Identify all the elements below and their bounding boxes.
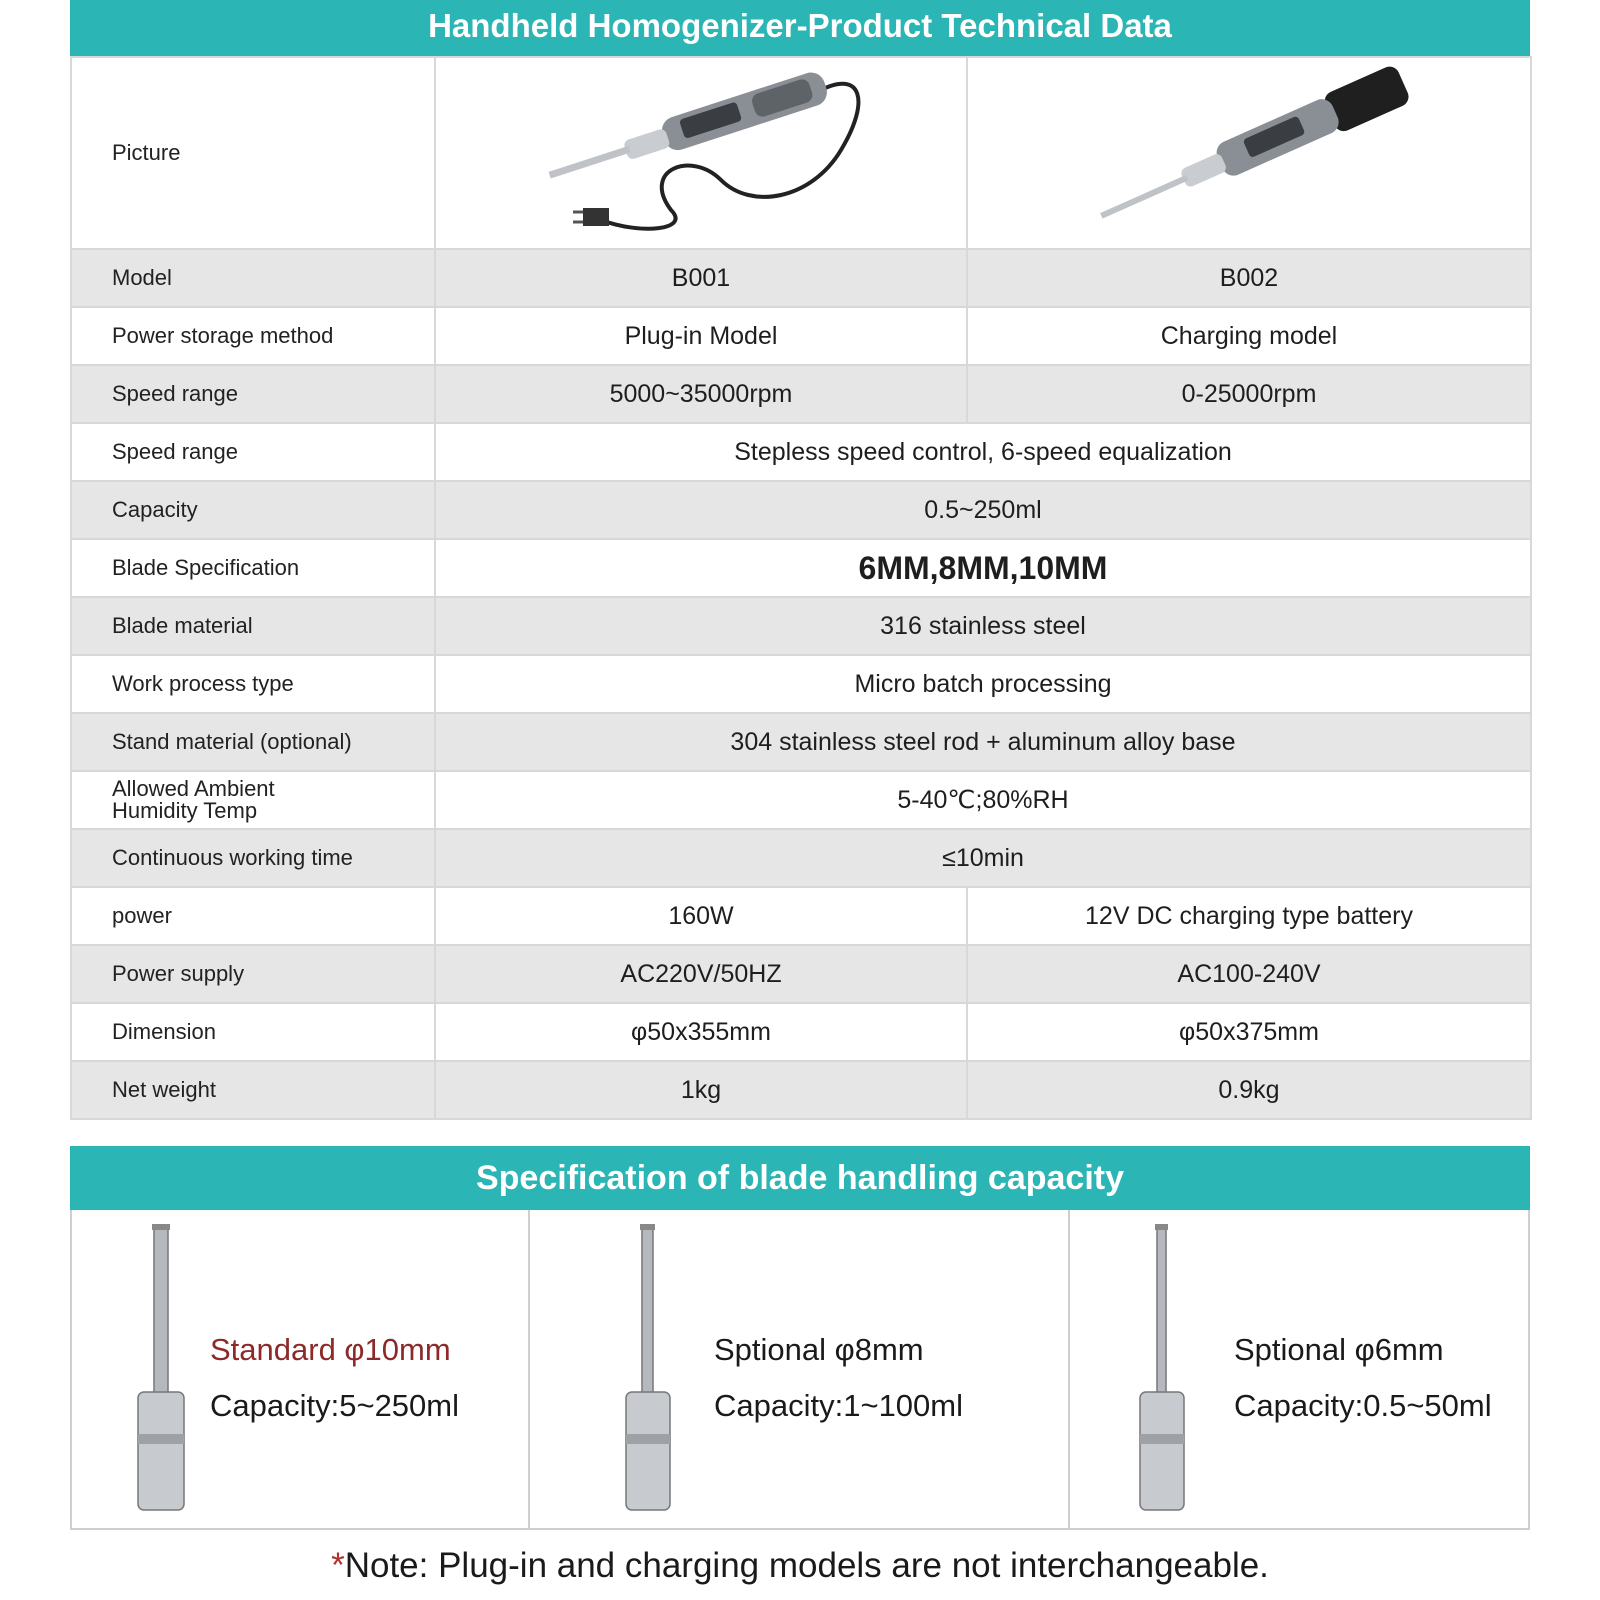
blade-6mm-capacity: Capacity:0.5~50ml <box>1234 1388 1492 1423</box>
table-row <box>71 655 1531 713</box>
b002-value: B002 <box>967 249 1531 307</box>
row-label: Dimension <box>71 1003 435 1061</box>
table-row <box>71 829 1531 887</box>
table-row <box>71 539 1531 597</box>
row-label: Stand material (optional) <box>71 713 435 771</box>
table-row <box>71 713 1531 771</box>
row-label: Continuous working time <box>71 829 435 887</box>
row-label <box>71 771 435 829</box>
b001-picture <box>435 57 967 249</box>
row-label: Power supply <box>71 945 435 1003</box>
row-label-line1: Allowed Ambient <box>112 776 275 801</box>
blade-10mm-text <box>210 1322 459 1434</box>
b001-value: B001 <box>435 249 967 307</box>
blade-10mm-name: Standard φ10mm <box>210 1332 451 1367</box>
blade-6mm-text <box>1234 1322 1492 1434</box>
note-text: Note: Plug-in and charging models are not interchangeable. <box>344 1546 1269 1585</box>
table-row <box>71 423 1531 481</box>
spec-table-title: Handheld Homogenizer-Product Technical Data <box>70 0 1530 56</box>
b001-value: 160W <box>435 887 967 945</box>
shared-value: 5-40℃;80%RH <box>435 771 1531 829</box>
b001-value: 1kg <box>435 1061 967 1119</box>
table-row <box>71 1061 1531 1119</box>
b002-value: Charging model <box>967 307 1531 365</box>
b002-value: φ50x375mm <box>967 1003 1531 1061</box>
blade-10mm-capacity: Capacity:5~250ml <box>210 1388 459 1423</box>
table-row <box>71 945 1531 1003</box>
shared-value: 316 stainless steel <box>435 597 1531 655</box>
row-label: Speed range <box>71 365 435 423</box>
shared-value: ≤10min <box>435 829 1531 887</box>
cordless-homogenizer-image <box>1069 60 1429 240</box>
interchangeability-note <box>0 1546 1600 1586</box>
blade-10mm-image <box>132 1224 192 1514</box>
blade-section-title: Specification of blade handling capacity <box>70 1146 1530 1210</box>
row-label: power <box>71 887 435 945</box>
b001-value: 5000~35000rpm <box>435 365 967 423</box>
shared-value: 0.5~250ml <box>435 481 1531 539</box>
row-label: Blade material <box>71 597 435 655</box>
blade-card-10mm <box>72 1210 528 1528</box>
corded-homogenizer-image <box>521 60 881 240</box>
note-star: * <box>331 1546 345 1585</box>
b002-value: 0.9kg <box>967 1061 1531 1119</box>
table-row <box>71 1003 1531 1061</box>
b001-value: AC220V/50HZ <box>435 945 967 1003</box>
blade-card-8mm <box>528 1210 1070 1528</box>
spec-table <box>70 56 1532 1120</box>
table-row <box>71 307 1531 365</box>
row-label: Blade Specification <box>71 539 435 597</box>
row-label-line2: Humidity Temp <box>112 798 258 823</box>
table-row-picture <box>71 57 1531 249</box>
row-label: Speed range <box>71 423 435 481</box>
b002-value: 12V DC charging type battery <box>967 887 1531 945</box>
shared-value: Micro batch processing <box>435 655 1531 713</box>
b002-picture <box>967 57 1531 249</box>
blade-card-6mm <box>1068 1210 1532 1528</box>
blade-6mm-image <box>1132 1224 1192 1514</box>
blade-8mm-text <box>714 1322 963 1434</box>
table-row <box>71 481 1531 539</box>
row-label: Picture <box>71 57 435 249</box>
blade-section <box>70 1210 1530 1530</box>
row-label: Work process type <box>71 655 435 713</box>
b001-value: Plug-in Model <box>435 307 967 365</box>
b002-value: AC100-240V <box>967 945 1531 1003</box>
blade-8mm-name: Sptional φ8mm <box>714 1332 924 1367</box>
blade-8mm-image <box>618 1224 678 1514</box>
row-label: Capacity <box>71 481 435 539</box>
row-label: Power storage method <box>71 307 435 365</box>
row-label: Model <box>71 249 435 307</box>
table-row <box>71 597 1531 655</box>
shared-value: 6MM,8MM,10MM <box>435 539 1531 597</box>
blade-6mm-name: Sptional φ6mm <box>1234 1332 1444 1367</box>
table-row <box>71 249 1531 307</box>
blade-8mm-capacity: Capacity:1~100ml <box>714 1388 963 1423</box>
b001-value: φ50x355mm <box>435 1003 967 1061</box>
row-label: Net weight <box>71 1061 435 1119</box>
shared-value: 304 stainless steel rod + aluminum alloy base <box>435 713 1531 771</box>
shared-value: Stepless speed control, 6-speed equalization <box>435 423 1531 481</box>
table-row <box>71 771 1531 829</box>
table-row <box>71 365 1531 423</box>
table-row <box>71 887 1531 945</box>
b002-value: 0-25000rpm <box>967 365 1531 423</box>
